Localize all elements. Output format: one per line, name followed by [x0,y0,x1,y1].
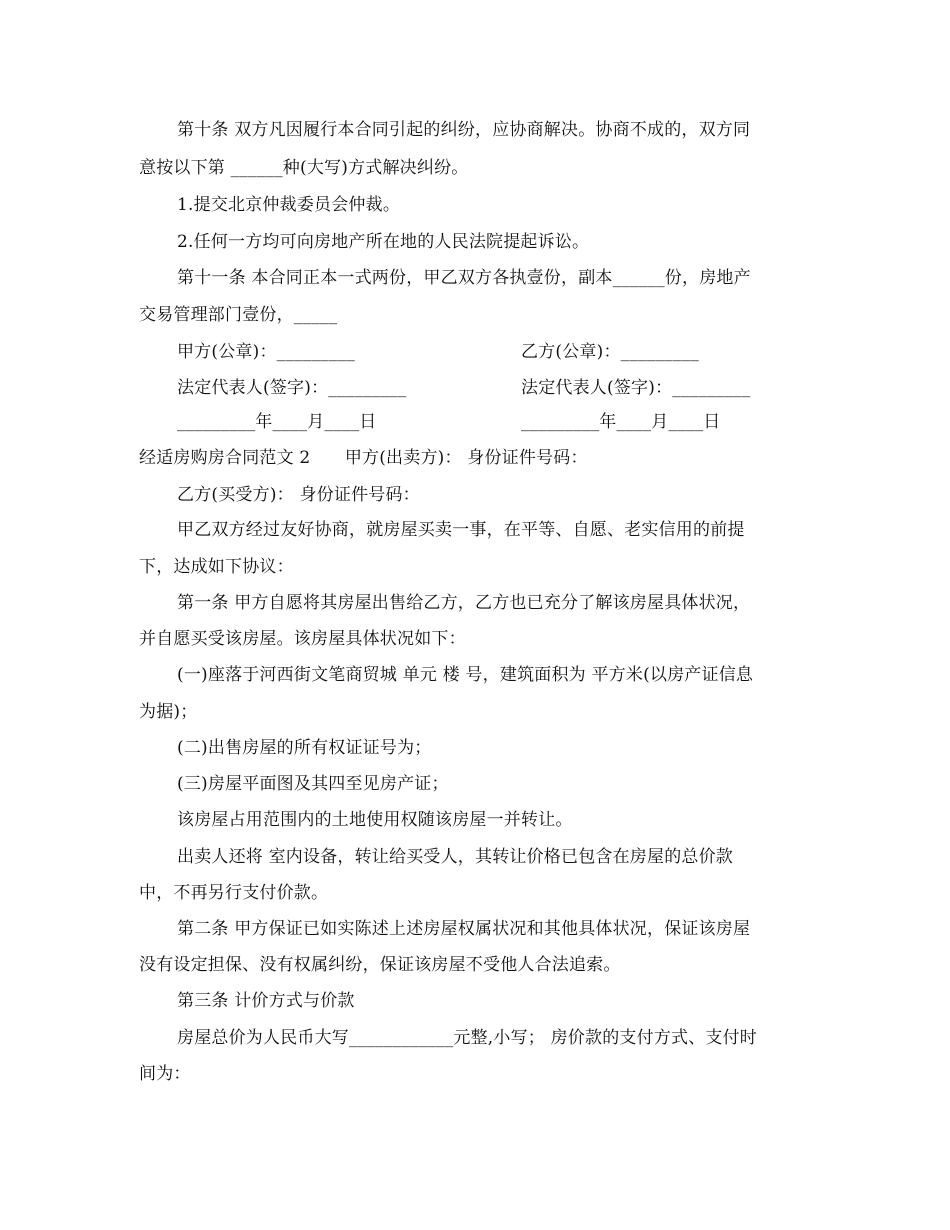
contract-2-heading: 经适房购房合同范文 2 甲方(出卖方)： 身份证件号码： [139,448,588,468]
party-a-seal-field: 甲方(公章)：_________ [177,342,355,362]
equipment-clause-line-1: 出卖人还将 室内设备，转让给买受人，其转让价格已包含在房屋的总价款 [177,847,734,867]
preamble-line-1: 甲乙双方经过友好协商，就房屋买卖一事，在平等、自愿、老实信用的前提 [177,520,745,540]
article-11-line-1: 第十一条 本合同正本一式两份，甲乙双方各执壹份，副本______份，房地产 [177,268,751,288]
article-2-line-2: 没有设定担保、没有权属纠纷，保证该房屋不受他人合法追索。 [139,955,621,975]
article-2-line-1: 第二条 甲方保证已如实陈述上述房屋权属状况和其他具体状况，保证该房屋 [177,919,751,939]
price-line-2: 间为： [139,1064,191,1084]
land-use-clause: 该房屋占用范围内的土地使用权随该房屋一并转让。 [177,810,573,830]
price-line-1: 房屋总价为人民币大写____________元整,小写； 房价款的支付方式、支付时 [177,1028,758,1048]
equipment-clause-line-2: 中，不再另行支付价款。 [139,883,329,903]
party-b-representative-field: 法定代表人(签字)：_________ [521,378,751,398]
dispute-option-1: 1.提交北京仲裁委员会仲裁。 [177,195,401,215]
article-10-line-1: 第十条 双方凡因履行本合同引起的纠纷，应协商解决。协商不成的，双方同 [177,120,751,140]
article-10-line-2: 意按以下第 ______种(大写)方式解决纠纷。 [139,158,469,178]
preamble-line-2: 下，达成如下协议： [139,557,294,577]
party-a-date-field: _________年____月____日 [177,412,377,432]
item-1-line-1: (一)座落于河西街文笔商贸城 单元 楼 号，建筑面积为 平方米(以房产证信息 [177,665,754,685]
article-1-line-1: 第一条 甲方自愿将其房屋出售给乙方，乙方也已充分了解该房屋具体状况， [177,593,751,613]
party-a-representative-field: 法定代表人(签字)：_________ [177,378,407,398]
buyer-line: 乙方(买受方)： 身份证件号码： [177,485,420,505]
item-1-line-2: 为据)； [139,702,198,722]
dispute-option-2: 2.任何一方均可向房地产所在地的人民法院提起诉讼。 [177,232,590,252]
article-1-line-2: 并自愿买受该房屋。该房屋具体状况如下： [139,629,466,649]
article-3-title: 第三条 计价方式与价款 [177,991,355,1011]
item-2: (二)出售房屋的所有权证证号为； [177,738,432,758]
item-3: (三)房屋平面图及其四至见房产证； [177,774,449,794]
party-b-seal-field: 乙方(公章)：_________ [521,342,699,362]
article-11-line-2: 交易管理部门壹份，_____ [139,305,338,325]
party-b-date-field: _________年____月____日 [521,412,721,432]
